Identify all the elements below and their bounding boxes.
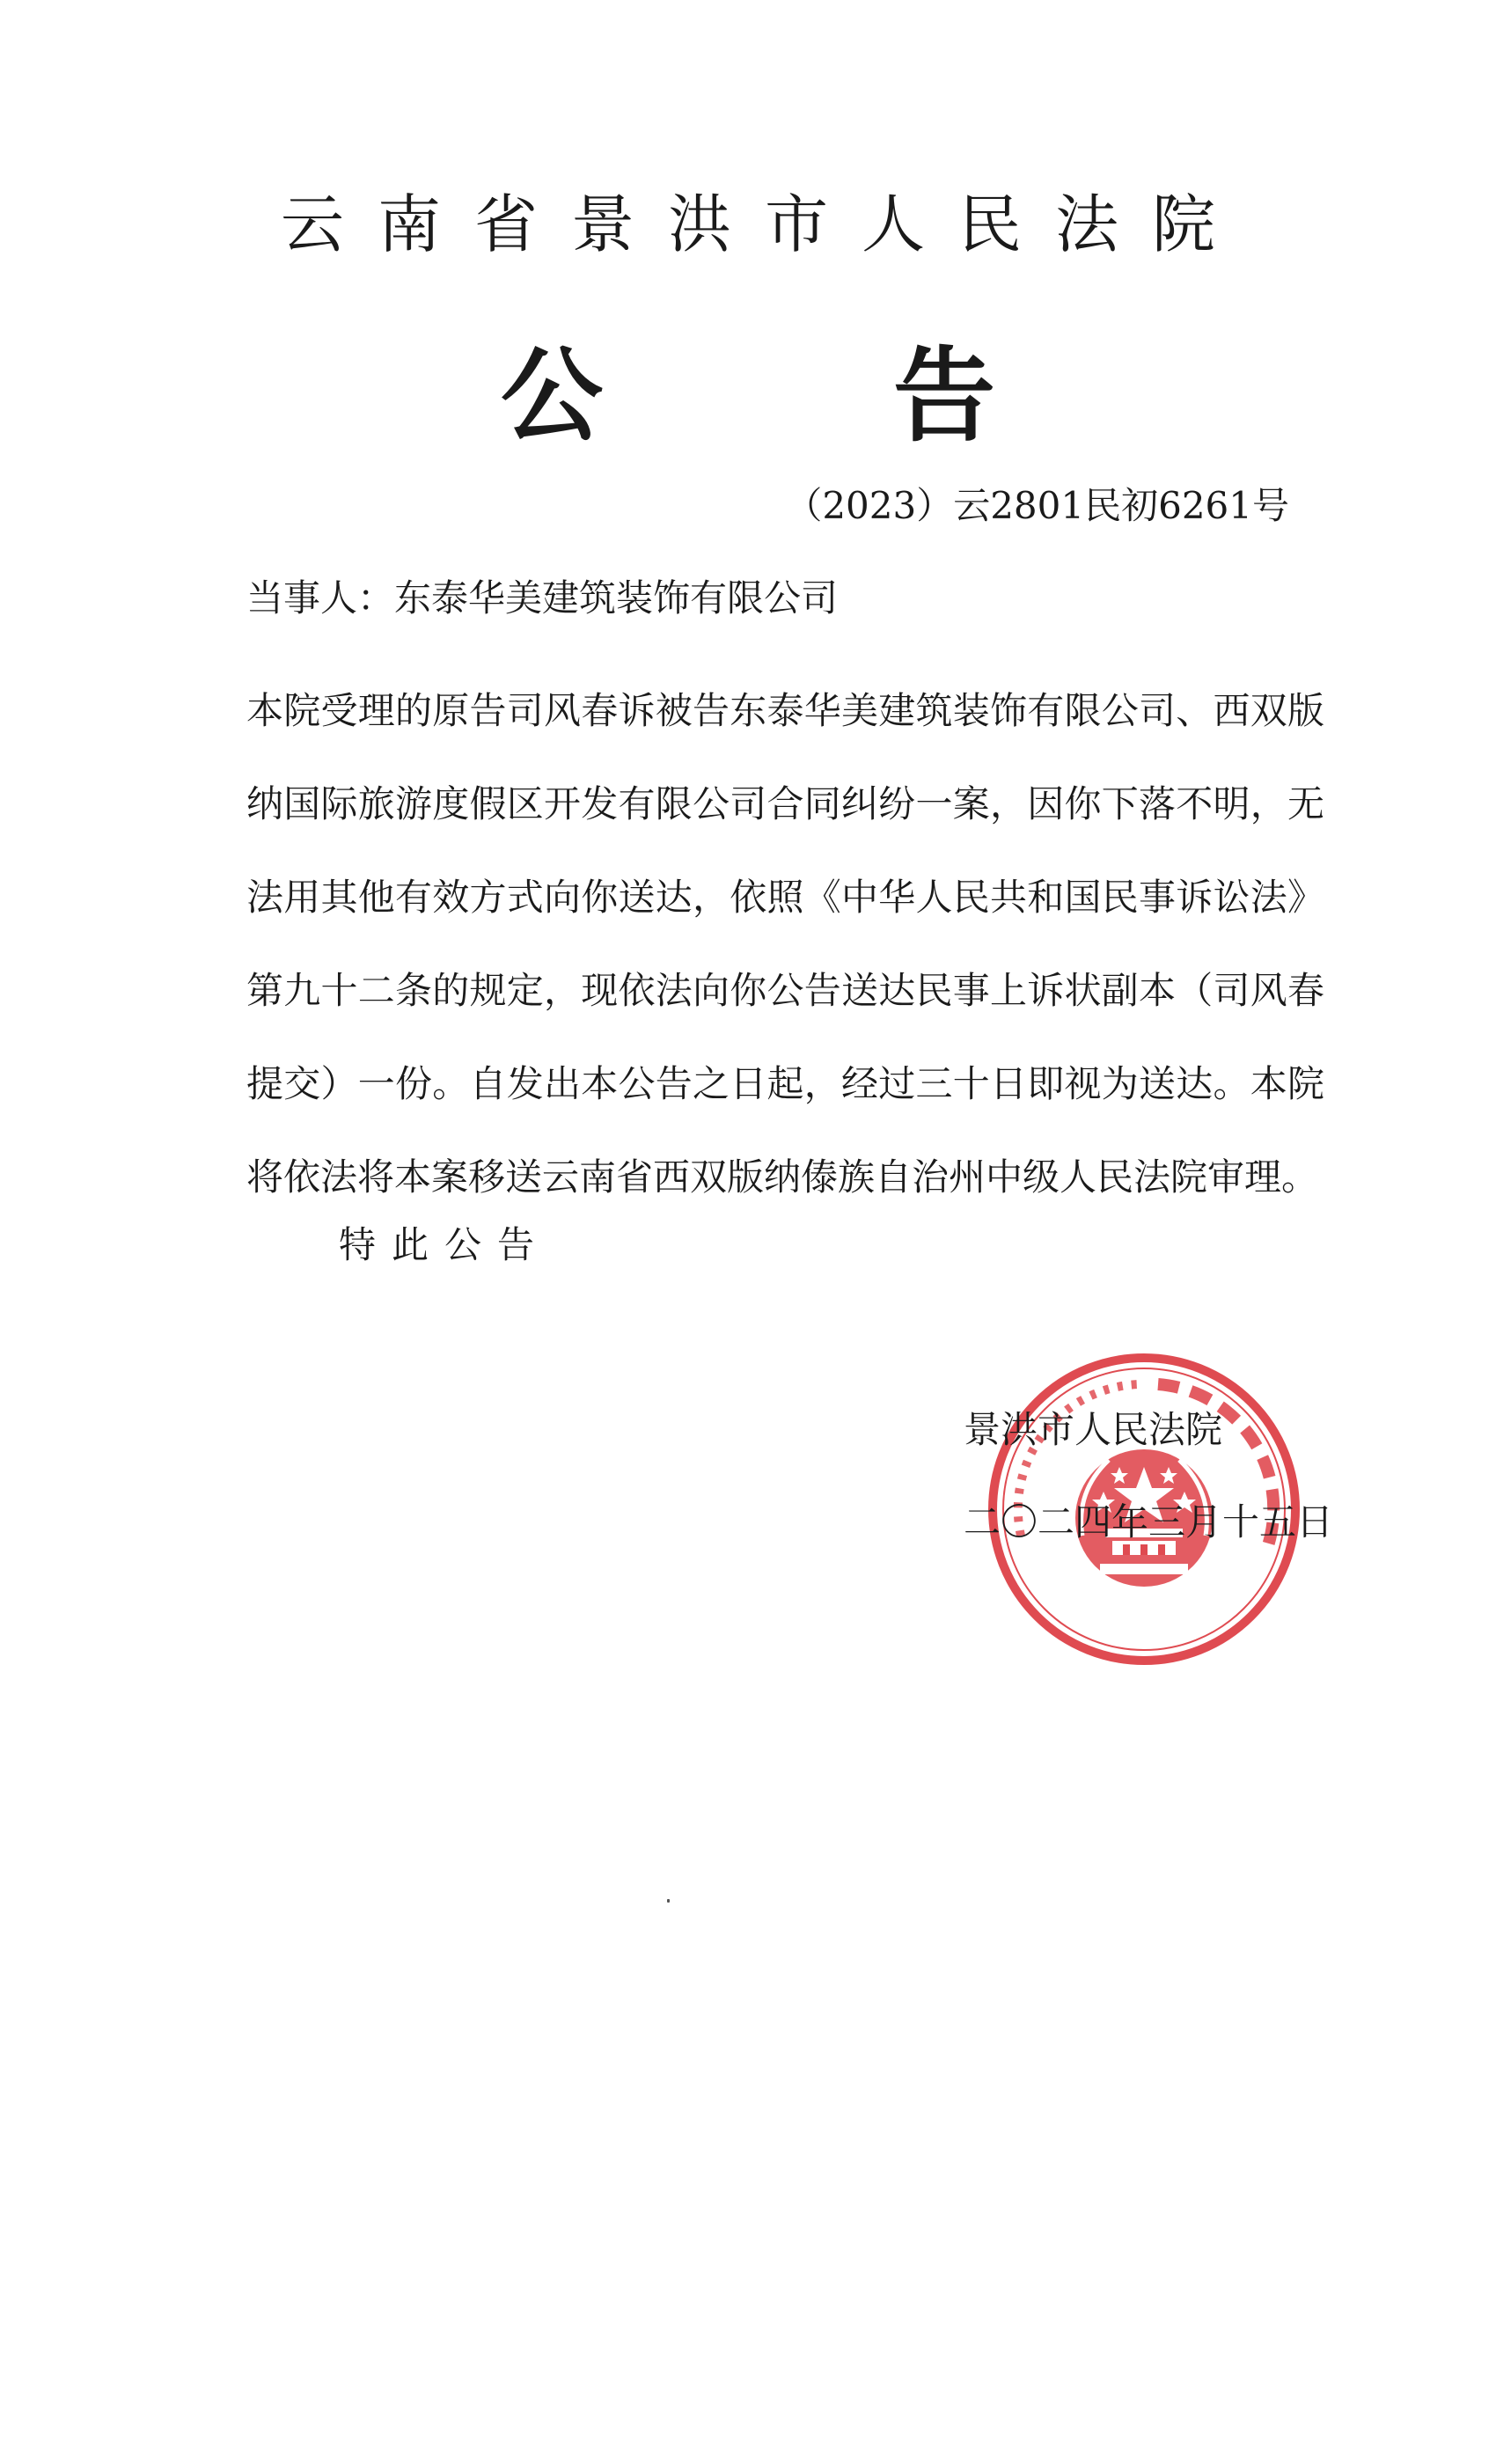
signature-block: [964, 1404, 1333, 1549]
party-line: [246, 572, 838, 625]
case-number: （2023）云2801民初6261号: [785, 484, 1289, 527]
notice-body: 本院受理的原告司风春诉被告东泰华美建筑装饰有限公司、西双版纳国际旅游度假区开发有限公司合同纠纷一案，因你下落不明，无法用其他有效方式向你送达，依照《中华人民共和国民事诉讼法》第九十二条的规定，现依法向你公告送达民事上诉状副本（司风春提交）一份。自发出本公告之日起，经过三十日即视为送达。本院将依法将本案移送云南省西双版纳傣族自治州中级人民法院审理。: [246, 689, 1324, 1199]
scan-speck: [667, 1899, 670, 1903]
title-char-right: 告: [893, 336, 995, 456]
signing-date: 二〇二四年三月十五日: [964, 1500, 1334, 1544]
court-name-heading: 云南省景洪市人民法院: [280, 187, 1249, 261]
signing-organization: 景洪市人民法院: [964, 1408, 1223, 1451]
document-title: [0, 336, 1496, 456]
title-char-left: 公: [501, 336, 603, 456]
closing-phrase: 特此公告: [339, 1223, 551, 1266]
party-label: 当事人：: [246, 576, 395, 620]
party-name: 东泰华美建筑装饰有限公司: [394, 576, 839, 620]
